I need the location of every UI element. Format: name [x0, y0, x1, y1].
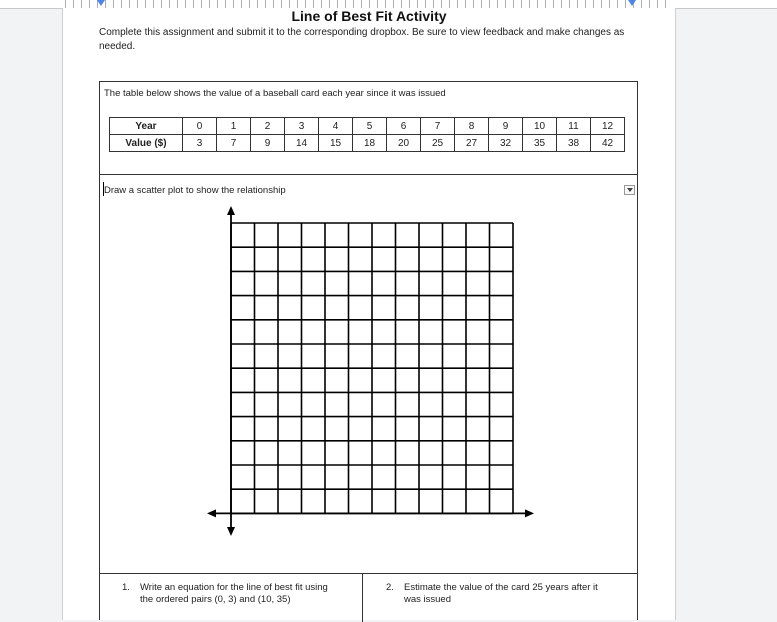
document-page[interactable]	[62, 8, 676, 620]
intro-text: Complete this assignment and submit it to the corresponding dropbox. Be sure to view feedback and make changes as needed.	[99, 27, 625, 52]
value-cell: 42	[591, 135, 625, 152]
year-cell: 11	[557, 118, 591, 135]
x-axis-arrow-left	[207, 509, 216, 517]
axes	[207, 206, 534, 536]
y-axis-arrow-down	[227, 527, 235, 536]
ruler-ticks	[65, 0, 673, 8]
scatter-prompt[interactable]: Draw a scatter plot to show the relationship	[104, 185, 286, 196]
value-cell: 25	[421, 135, 455, 152]
activity-box	[99, 81, 638, 620]
questions-row	[100, 573, 637, 622]
scatter-plot-grid[interactable]	[100, 82, 637, 573]
left-indent-marker[interactable]	[97, 0, 105, 6]
value-cell: 32	[489, 135, 523, 152]
question-1-line-1: Write an equation for the line of best fit using	[140, 582, 328, 593]
right-indent-marker[interactable]	[628, 0, 636, 6]
value-cell: 38	[557, 135, 591, 152]
value-cell: 20	[387, 135, 421, 152]
value-cell: 3	[183, 135, 217, 152]
value-header: Value ($)	[110, 135, 183, 152]
year-cell: 3	[285, 118, 319, 135]
year-cell: 7	[421, 118, 455, 135]
y-axis-arrow-up	[227, 206, 235, 215]
value-cell: 14	[285, 135, 319, 152]
value-cell: 15	[319, 135, 353, 152]
question-1-line-2: the ordered pairs (0, 3) and (10, 35)	[140, 594, 291, 605]
year-cell: 2	[251, 118, 285, 135]
question-2-number: 2.	[386, 582, 394, 593]
year-cell: 5	[353, 118, 387, 135]
year-cell: 6	[387, 118, 421, 135]
question-divider	[362, 574, 363, 622]
x-axis-arrow-right	[525, 509, 534, 517]
question-1-text	[140, 582, 328, 606]
year-header: Year	[110, 118, 183, 135]
value-cell: 27	[455, 135, 489, 152]
question-2-line-2: was issued	[404, 594, 451, 605]
value-cell: 35	[523, 135, 557, 152]
year-cell: 8	[455, 118, 489, 135]
year-cell: 1	[217, 118, 251, 135]
grid-lines	[231, 223, 513, 513]
value-cell: 9	[251, 135, 285, 152]
year-cell: 10	[523, 118, 557, 135]
year-cell: 4	[319, 118, 353, 135]
question-1-number: 1.	[122, 582, 130, 593]
question-2-line-1: Estimate the value of the card 25 years after it	[404, 582, 598, 593]
year-cell: 12	[591, 118, 625, 135]
year-cell: 0	[183, 118, 217, 135]
value-cell: 18	[353, 135, 387, 152]
document-title: Line of Best Fit Activity	[291, 8, 447, 24]
year-cell: 9	[489, 118, 523, 135]
table-caption: The table below shows the value of a baseball card each year since it was issued	[104, 88, 446, 99]
question-2-text	[404, 582, 598, 606]
value-cell: 7	[217, 135, 251, 152]
